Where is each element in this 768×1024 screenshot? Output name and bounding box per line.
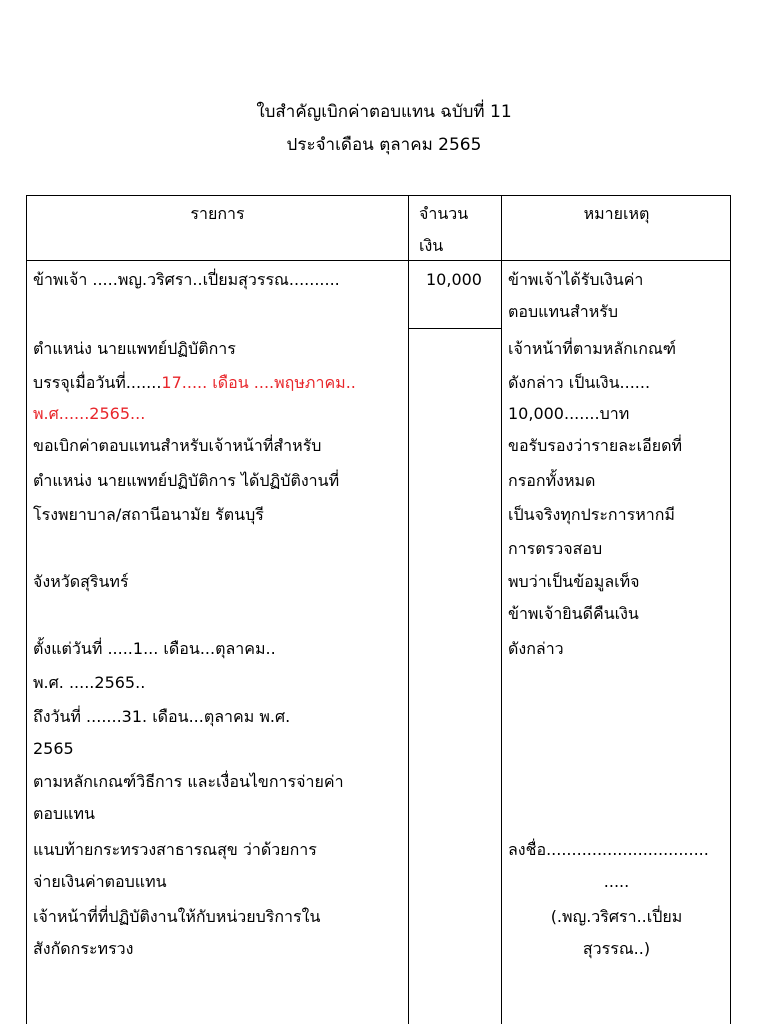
signature-dots: ..... bbox=[603, 872, 630, 891]
signer-name: (.พญ.วริศรา..เปี่ยม bbox=[550, 907, 683, 926]
item-line: 2565 bbox=[33, 739, 74, 758]
item-line-start-date bbox=[33, 367, 356, 399]
remark-line: ข้าพเจ้าได้รับเงินค่า bbox=[508, 270, 644, 289]
item-line: ขอเบิกค่าตอบแทนสำหรับเจ้าหน้าที่สำหรับ bbox=[33, 436, 322, 455]
item-line: ตำแหน่ง นายแพทย์ปฏิบัติการ bbox=[33, 339, 236, 358]
header-amount-line1: จำนวน bbox=[419, 204, 469, 223]
start-year-value: พ.ศ......2565... bbox=[33, 404, 146, 423]
remark-line: การตรวจสอบ bbox=[508, 539, 603, 558]
item-line: ตั้งแต่วันที่ .....1... เดือน...ตุลาคม.. bbox=[33, 639, 276, 658]
item-line: ข้าพเจ้า .....พญ.วริศรา..เปี่ยมสุวรรณ.......... bbox=[33, 270, 340, 289]
remark-line: ข้าพเจ้ายินดีคืนเงิน bbox=[508, 604, 639, 623]
item-line: เจ้าหน้าที่ที่ปฏิบัติงานให้กับหน่วยบริการใน bbox=[33, 907, 321, 926]
header-remark: หมายเหตุ bbox=[583, 204, 650, 223]
item-line: จ่ายเงินค่าตอบแทน bbox=[33, 872, 167, 891]
item-line: ตำแหน่ง นายแพทย์ปฏิบัติการ ได้ปฏิบัติงานที่ bbox=[33, 471, 340, 490]
item-line: สังกัดกระทรวง bbox=[33, 939, 134, 958]
header-amount-line2: เงิน bbox=[419, 236, 444, 255]
column-divider-2 bbox=[501, 196, 502, 1024]
amount-value: 10,000 bbox=[426, 270, 482, 289]
item-line: ถึงวันที่ .......31. เดือน...ตุลาคม พ.ศ. bbox=[33, 707, 291, 726]
item-line: พ.ศ. .....2565.. bbox=[33, 673, 146, 692]
remark-line: พบว่าเป็นข้อมูลเท็จ bbox=[508, 572, 640, 591]
header-divider bbox=[27, 260, 730, 261]
document-title: ใบสำคัญเบิกค่าตอบแทน ฉบับที่ 11 bbox=[256, 102, 512, 122]
remark-line: เจ้าหน้าที่ตามหลักเกณฑ์ bbox=[508, 339, 677, 358]
item-line: ตอบแทน bbox=[33, 804, 95, 823]
remark-line: 10,000.......บาท bbox=[508, 404, 630, 423]
item-line: ตามหลักเกณฑ์วิธีการ และเงื่อนไขการจ่ายค่า bbox=[33, 772, 344, 791]
item-line: โรงพยาบาล/สถานีอนามัย รัตนบุรี bbox=[33, 505, 264, 524]
signer-name-cont: สุวรรณ..) bbox=[582, 939, 651, 958]
remark-line: ขอรับรองว่ารายละเอียดที่ bbox=[508, 436, 683, 455]
start-date-value: 17..... เดือน ....พฤษภาคม.. bbox=[161, 373, 356, 392]
remark-line: เป็นจริงทุกประการหากมี bbox=[508, 505, 675, 524]
remark-line: ตอบแทนสำหรับ bbox=[508, 302, 618, 321]
remark-line: ดังกล่าว bbox=[508, 639, 564, 658]
amount-cell-divider bbox=[408, 328, 501, 329]
document-subtitle: ประจำเดือน ตุลาคม 2565 bbox=[286, 135, 482, 155]
remark-line: กรอกทั้งหมด bbox=[508, 471, 596, 490]
item-line-text: บรรจุเมื่อวันที่....... bbox=[33, 373, 162, 392]
signature-line: ลงชื่อ................................ bbox=[508, 840, 709, 859]
item-line: แนบท้ายกระทรวงสาธารณสุข ว่าด้วยการ bbox=[33, 840, 317, 859]
column-divider-1 bbox=[408, 196, 409, 1024]
header-item: รายการ bbox=[190, 204, 245, 223]
remark-line: ดังกล่าว เป็นเงิน...... bbox=[508, 373, 651, 392]
item-line: จังหวัดสุรินทร์ bbox=[33, 572, 129, 591]
